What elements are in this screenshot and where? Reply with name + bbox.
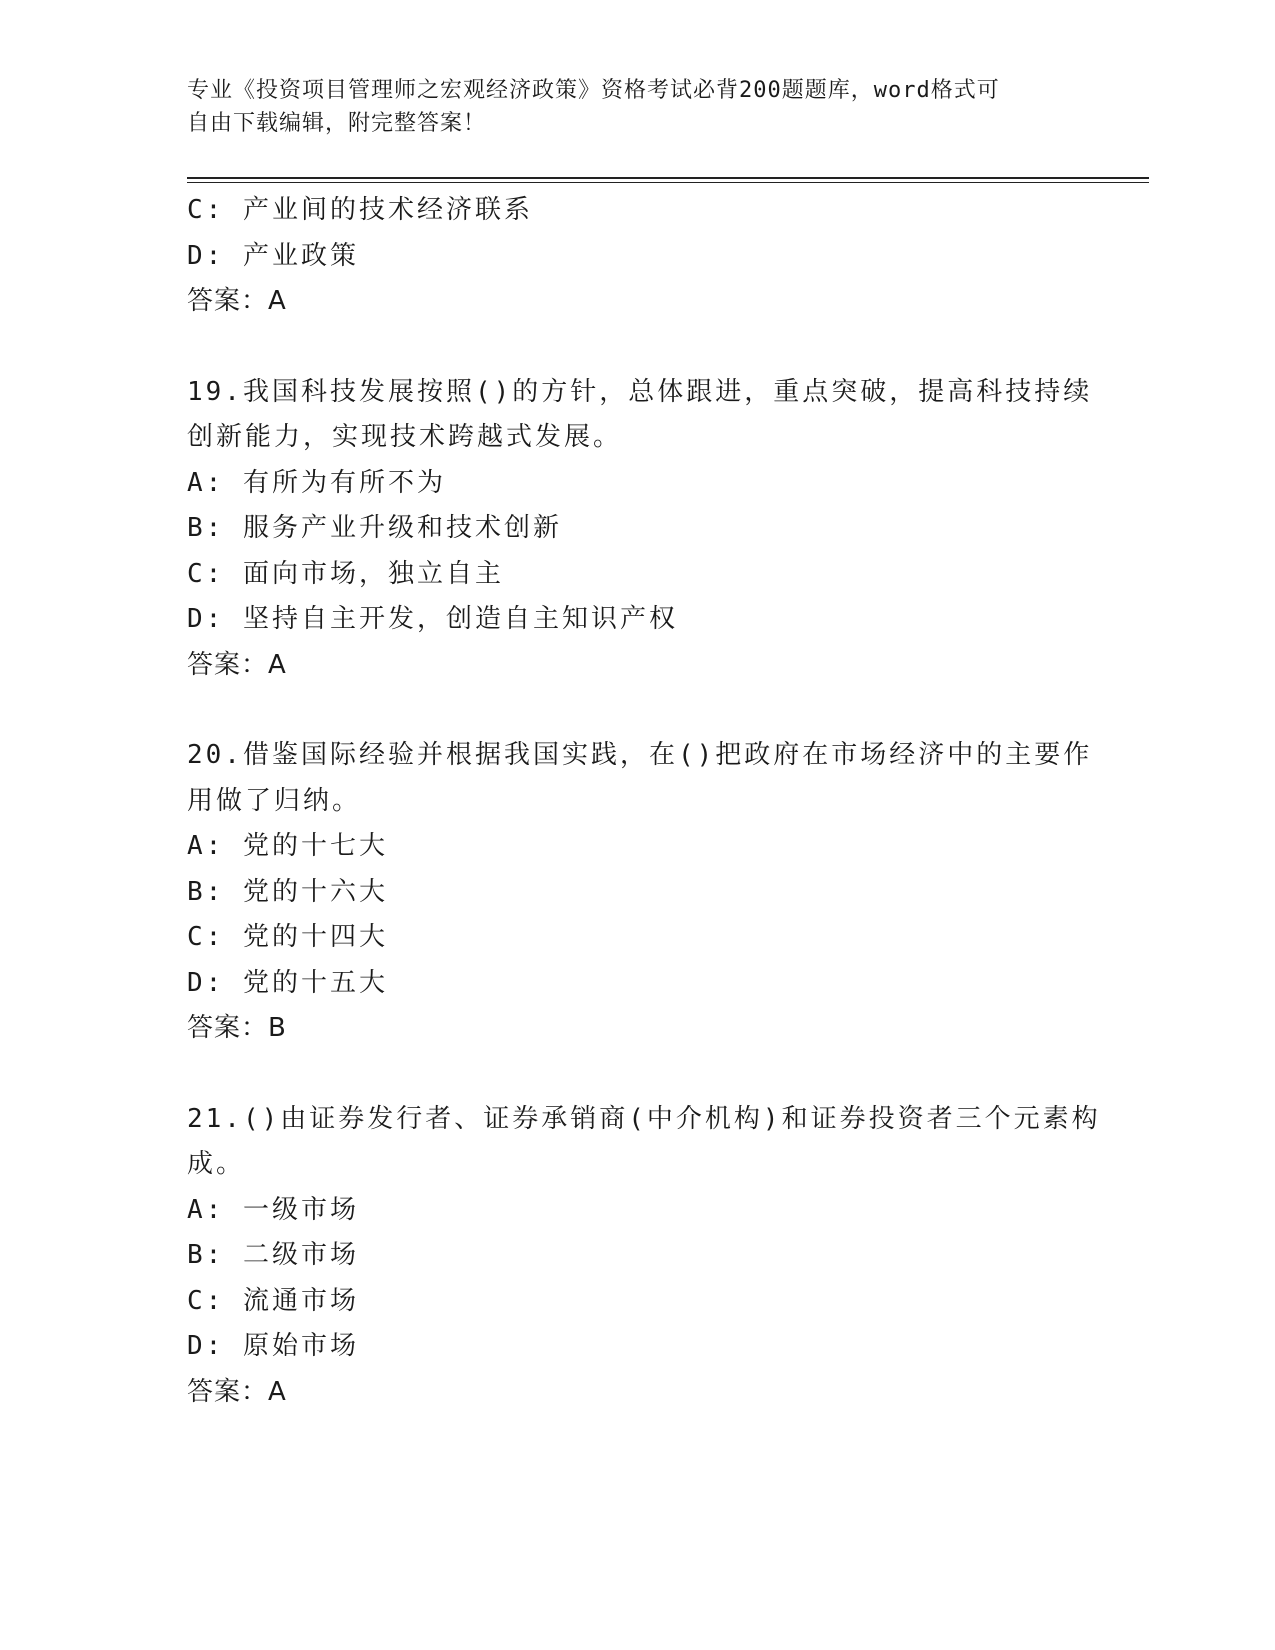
spacer	[187, 1052, 1067, 1097]
question-content	[187, 188, 1101, 1415]
question-stem-line-1: 19.我国科技发展按照()的方针，总体跟进，重点突破，提高科技持续	[187, 376, 1093, 407]
header-title-line-1: 专业《投资项目管理师之宏观经济政策》资格考试必背200题题库，word格式可	[187, 78, 1000, 103]
answer-line: 答案：A	[187, 1376, 287, 1407]
question-19	[187, 370, 1093, 689]
question-stem-line-2: 用做了归纳。	[187, 785, 362, 816]
option-b: B: 党的十六大	[187, 876, 388, 907]
question-20	[187, 733, 1093, 1052]
question-stem-line-2: 成。	[187, 1149, 246, 1179]
answer-line: 答案：A	[187, 286, 287, 316]
spacer	[187, 325, 1067, 370]
question-stem-line-1: 21.()由证券发行者、证券承销商(中介机构)和证券投资者三个元素构	[187, 1103, 1101, 1134]
option-b: B: 二级市场	[187, 1240, 359, 1270]
option-d: D: 党的十五大	[187, 967, 388, 998]
header-divider-thin	[187, 182, 1149, 183]
spacer	[187, 688, 1067, 733]
header-title-line-2: 自由下载编辑，附完整答案！	[187, 111, 487, 136]
option-c: C: 产业间的技术经济联系	[187, 195, 533, 225]
question-21	[187, 1097, 1101, 1416]
option-a: A: 一级市场	[187, 1194, 359, 1225]
option-c: C: 面向市场，独立自主	[187, 558, 504, 589]
answer-line: 答案：A	[187, 649, 287, 680]
header-divider-thick	[187, 177, 1149, 179]
option-b: B: 服务产业升级和技术创新	[187, 513, 562, 543]
answer-line: 答案：B	[187, 1013, 287, 1043]
question-stem-line-1: 20.借鉴国际经验并根据我国实践，在()把政府在市场经济中的主要作	[187, 740, 1093, 770]
option-d: D: 坚持自主开发，创造自主知识产权	[187, 604, 678, 634]
document-header	[187, 74, 1067, 140]
question-18-continued	[187, 188, 1067, 325]
option-c: C: 流通市场	[187, 1285, 359, 1316]
option-a: A: 党的十七大	[187, 831, 388, 861]
option-d: D: 产业政策	[187, 240, 359, 271]
question-stem-line-2: 创新能力，实现技术跨越式发展。	[187, 422, 623, 452]
option-d: D: 原始市场	[187, 1331, 359, 1361]
option-a: A: 有所为有所不为	[187, 467, 446, 498]
option-c: C: 党的十四大	[187, 922, 388, 952]
